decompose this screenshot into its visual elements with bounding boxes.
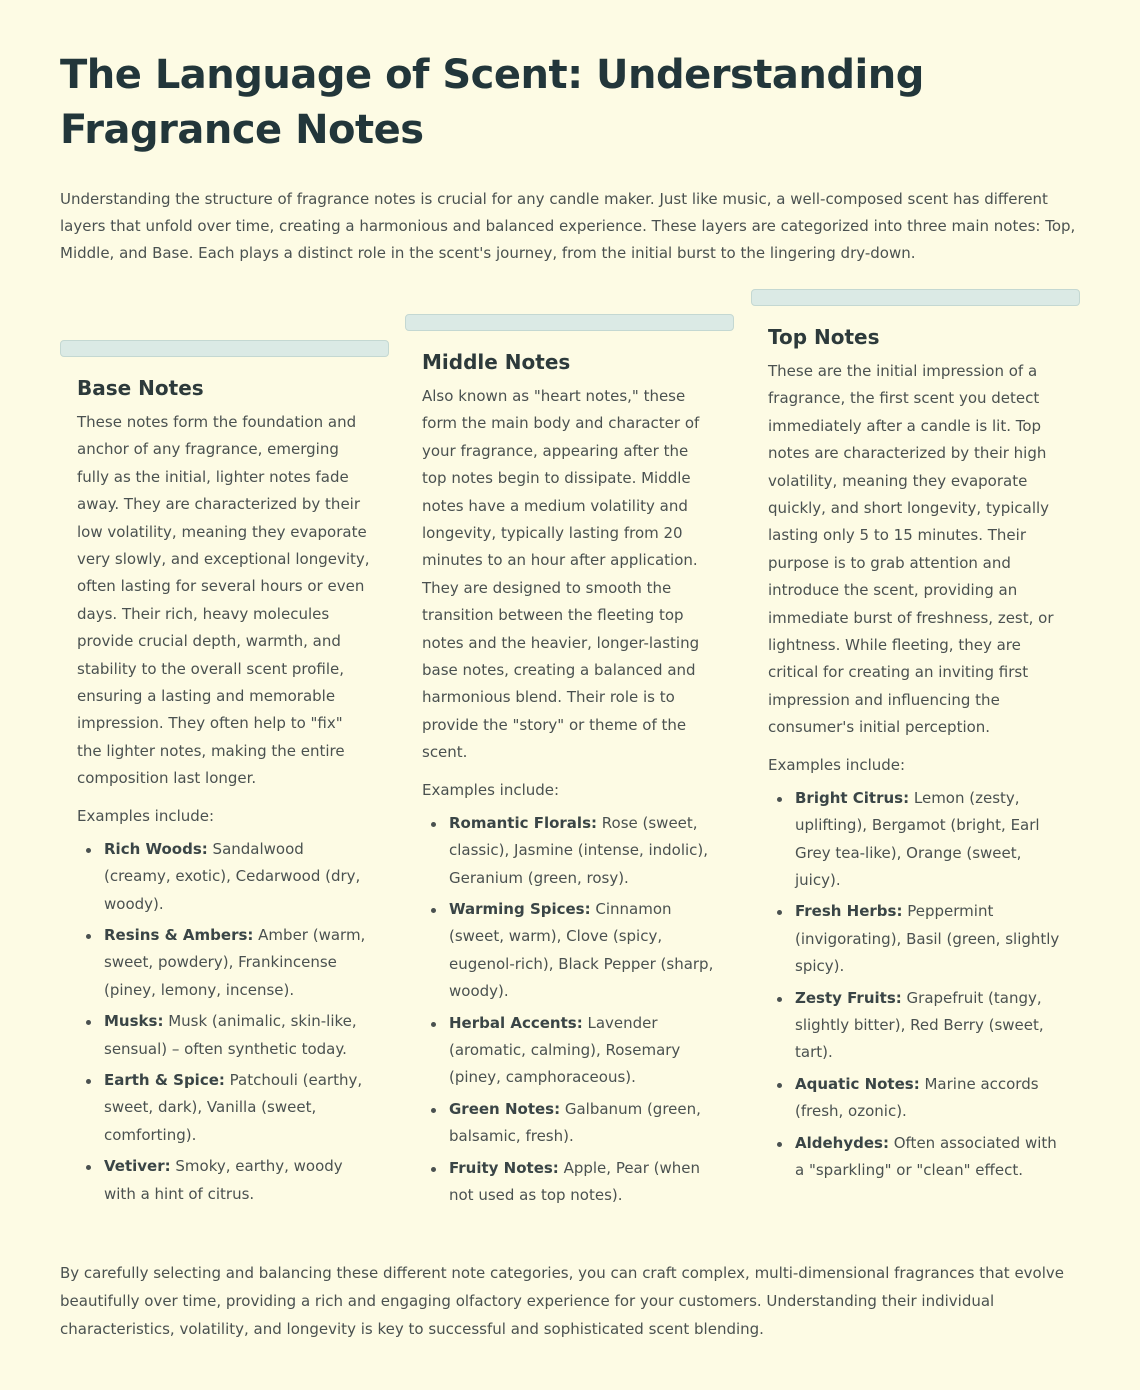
examples-list xyxy=(422,810,717,1210)
column-cap xyxy=(60,340,389,357)
example-name: Musks: xyxy=(104,1012,164,1031)
list-item xyxy=(422,810,717,892)
example-name: Fresh Herbs: xyxy=(795,902,903,921)
list-item xyxy=(77,922,372,1004)
column-title: Top Notes xyxy=(768,325,880,349)
example-name: Zesty Fruits: xyxy=(795,988,902,1007)
list-item xyxy=(422,1155,717,1210)
base-notes-column xyxy=(60,340,389,1212)
column-description: These are the initial impression of a fragrance, the first scent you detect immediately after a candle is lit. Top notes are characterized by their high volatility, meaning they evaporate quickly, and short longevity, typically lasting only 5 to 15 minutes. Their purpose is to grab attention and introduce the scent, providing an immediate burst of freshness, zest, or lightness. While fleeting, they are critical for creating an inviting first impression and influencing the consumer's initial perception. xyxy=(768,362,1054,737)
list-item xyxy=(77,1153,372,1208)
examples-label: Examples include: xyxy=(768,755,906,774)
list-item xyxy=(768,785,1063,895)
example-name: Resins & Ambers: xyxy=(104,925,254,944)
list-item xyxy=(422,896,717,1006)
example-name: Herbal Accents: xyxy=(449,1013,583,1032)
example-name: Bright Citrus: xyxy=(795,788,910,807)
example-name: Vetiver: xyxy=(104,1157,171,1176)
page-title: The Language of Scent: Understanding Fragrance Notes xyxy=(60,52,924,153)
examples-label: Examples include: xyxy=(422,780,560,799)
example-text: Patchouli (earthy, sweet, dark), Vanilla (sweet, comforting). xyxy=(104,1070,363,1144)
example-name: Aquatic Notes: xyxy=(795,1074,920,1093)
list-item xyxy=(77,1008,372,1063)
example-name: Earth & Spice: xyxy=(104,1070,225,1089)
column-title: Middle Notes xyxy=(422,350,571,374)
example-name: Romantic Florals: xyxy=(449,813,597,832)
example-text: Lavender (aromatic, calming), Rosemary (piney, camphoraceous). xyxy=(449,1013,681,1087)
list-item xyxy=(768,898,1063,980)
column-title: Base Notes xyxy=(77,376,204,400)
example-text: Galbanum (green, balsamic, fresh). xyxy=(449,1099,701,1146)
example-text: Musk (animalic, skin-like, sensual) – often synthetic today. xyxy=(104,1012,357,1058)
example-text: Lemon (zesty, uplifting), Bergamot (bright, Earl Grey tea-like), Orange (sweet, juicy). xyxy=(795,788,1040,889)
column-cap xyxy=(751,289,1080,306)
examples-list xyxy=(77,836,372,1208)
top-notes-column xyxy=(751,289,1080,1188)
list-item xyxy=(768,985,1063,1067)
example-name: Aldehydes: xyxy=(795,1133,889,1152)
examples-list xyxy=(768,785,1063,1185)
example-text: Amber (warm, sweet, powdery), Frankincense (piney, lemony, incense). xyxy=(104,925,366,999)
list-item xyxy=(77,836,372,918)
example-text: Apple, Pear (when not used as top notes). xyxy=(449,1158,701,1204)
column-description: These notes form the foundation and anchor of any fragrance, emerging fully as the initial, lighter notes fade away. They are characterized by their low volatility, meaning they evaporate very slowly, and exceptional longevity, often lasting for several hours or even days. Their rich, heavy molecules provide crucial depth, warmth, and stability to the overall scent profile, ensuring a lasting and memorable impression. They often help to "fix" the lighter notes, making the entire composition last longer. xyxy=(77,413,370,788)
example-name: Green Notes: xyxy=(449,1099,561,1118)
example-text: Sandalwood (creamy, exotic), Cedarwood (dry, woody). xyxy=(104,839,361,913)
example-text: Grapefruit (tangy, slightly bitter), Red Berry (sweet, tart). xyxy=(795,988,1044,1062)
middle-notes-column xyxy=(405,314,734,1213)
example-text: Rose (sweet, classic), Jasmine (intense, indolic), Geranium (green, rosy). xyxy=(449,813,709,887)
list-item xyxy=(422,1096,717,1151)
example-name: Rich Woods: xyxy=(104,839,208,858)
list-item xyxy=(422,1010,717,1092)
example-name: Warming Spices: xyxy=(449,899,591,918)
example-text: Smoky, earthy, woody with a hint of citrus. xyxy=(104,1157,343,1203)
column-cap xyxy=(405,314,734,331)
examples-label: Examples include: xyxy=(77,806,215,825)
list-item xyxy=(768,1130,1063,1185)
list-item xyxy=(77,1067,372,1149)
list-item xyxy=(768,1071,1063,1126)
example-text: Peppermint (invigorating), Basil (green, slightly spicy). xyxy=(795,902,1060,976)
example-name: Fruity Notes: xyxy=(449,1158,559,1177)
example-text: Cinnamon (sweet, warm), Clove (spicy, eugenol-rich), Black Pepper (sharp, woody). xyxy=(449,899,714,1001)
example-text: Marine accords (fresh, ozonic). xyxy=(795,1074,1039,1121)
example-text: Often associated with a "sparkling" or "clean" effect. xyxy=(795,1133,1057,1179)
column-description: Also known as "heart notes," these form the main body and character of your fragrance, appearing after the top notes begin to dissipate. Middle notes have a medium volatility and longevity, typically lasting from 20 minutes to an hour after application. They are designed to smooth the transition between the fleeting top notes and the heavier, longer-lasting base notes, creating a balanced and harmonious blend. Their role is to provide the "story" or theme of the scent. xyxy=(422,387,700,762)
conclusion-paragraph: By carefully selecting and balancing these different note categories, you can craft complex, multi-dimensional fragrances that evolve beautifully over time, providing a rich and engaging olfactory experience for your customers. Understanding their individual characteristics, volatility, and longevity is key to successful and sophisticated scent blending. xyxy=(60,1264,1065,1338)
intro-paragraph: Understanding the structure of fragrance notes is crucial for any candle maker. Just like music, a well-composed scent has different layers that unfold over time, creating a harmonious and balanced experience. These layers are categorized into three main notes: Top, Middle, and Base. Each plays a distinct role in the scent's journey, from the initial burst to the lingering dry-down. xyxy=(60,190,1076,262)
